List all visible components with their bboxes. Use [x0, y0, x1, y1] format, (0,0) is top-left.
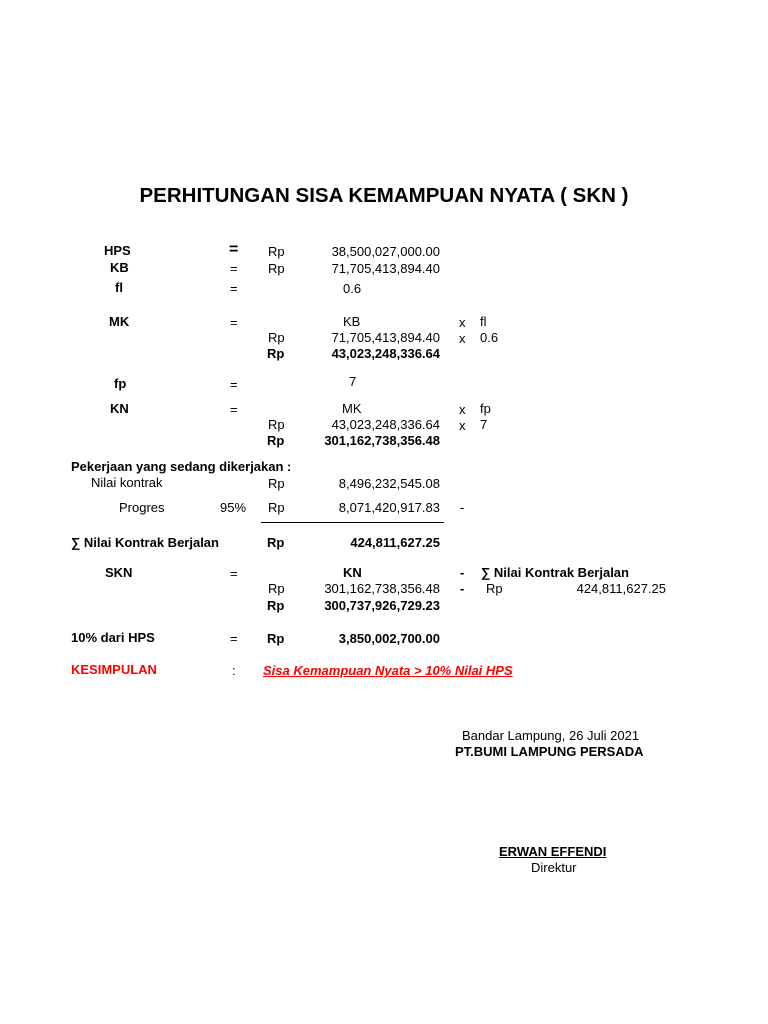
hps-equals: = — [229, 241, 239, 258]
mk-equals: = — [230, 315, 238, 330]
hps-label: HPS — [104, 243, 131, 258]
progress-percent: 95% — [220, 500, 247, 515]
kn-formula-op: x — [459, 402, 466, 417]
conclusion-text: Sisa Kemampuan Nyata > 10% Nilai HPS — [263, 663, 513, 678]
mk-calc-a: 71,705,413,894.40 — [331, 330, 440, 345]
kb-label: KB — [110, 260, 129, 275]
kb-currency: Rp — [268, 261, 285, 276]
ongoing-heading: Pekerjaan yang sedang dikerjakan : — [71, 459, 292, 474]
skn-calc-currency2: Rp — [486, 581, 503, 596]
mk-formula-b: fl — [480, 314, 487, 329]
mk-calc-b: 0.6 — [480, 330, 499, 345]
company-name: PT.BUMI LAMPUNG PERSADA — [455, 744, 644, 759]
skn-calc-op: - — [460, 581, 465, 596]
mk-result-value: 43,023,248,336.64 — [331, 346, 440, 361]
skn-calc-a: 301,162,738,356.48 — [324, 581, 440, 596]
fp-label: fp — [114, 376, 127, 391]
page-title: PERHITUNGAN SISA KEMAMPUAN NYATA ( SKN ) — [139, 184, 629, 207]
fp-equals: = — [230, 377, 238, 392]
signer-name: ERWAN EFFENDI — [499, 844, 607, 859]
kn-result-value: 301,162,738,356.48 — [324, 433, 440, 448]
skn-result-currency: Rp — [267, 598, 285, 613]
hps-currency: Rp — [268, 244, 285, 259]
kb-equals: = — [230, 261, 238, 276]
pct-hps-label: 10% dari HPS — [71, 630, 155, 645]
skn-calc-b: 424,811,627.25 — [576, 581, 666, 596]
kn-calc-a: 43,023,248,336.64 — [331, 417, 440, 432]
kn-formula-b: fp — [480, 401, 491, 416]
mk-label: MK — [109, 314, 130, 329]
contract-currency: Rp — [268, 476, 285, 491]
pct-hps-equals: = — [230, 631, 238, 646]
mk-calc-currency: Rp — [268, 330, 285, 345]
kn-calc-b: 7 — [480, 417, 488, 432]
hps-value: 38,500,027,000.00 — [331, 244, 440, 259]
kn-calc-op: x — [459, 418, 466, 433]
progress-minus: - — [460, 500, 465, 515]
kn-calc-currency: Rp — [268, 417, 285, 432]
skn-formula-b: ∑ Nilai Kontrak Berjalan — [481, 565, 629, 580]
fl-value: 0.6 — [343, 281, 362, 296]
kn-formula-a: MK — [342, 401, 362, 416]
fp-value: 7 — [349, 374, 357, 389]
progress-currency: Rp — [268, 500, 285, 515]
sum-contract-currency: Rp — [267, 535, 285, 550]
sum-contract-value: 424,811,627.25 — [350, 535, 440, 550]
conclusion-colon: : — [232, 663, 236, 678]
progress-label: Progres — [119, 500, 165, 515]
skn-formula-a: KN — [343, 565, 362, 580]
sum-contract-label: ∑ Nilai Kontrak Berjalan — [71, 535, 219, 550]
progress-value: 8,071,420,917.83 — [338, 500, 440, 515]
signer-position: Direktur — [531, 860, 577, 875]
mk-formula-a: KB — [343, 314, 361, 329]
kb-value: 71,705,413,894.40 — [331, 261, 440, 276]
place-date: Bandar Lampung, 26 Juli 2021 — [462, 728, 640, 743]
skn-result-value: 300,737,926,729.23 — [324, 598, 440, 613]
mk-result-currency: Rp — [267, 346, 285, 361]
skn-formula-op: - — [460, 565, 465, 580]
mk-calc-op: x — [459, 331, 466, 346]
skn-label: SKN — [105, 565, 133, 580]
conclusion-label: KESIMPULAN — [71, 662, 157, 677]
fl-label: fl — [115, 280, 123, 295]
subtotal-rule — [261, 522, 444, 523]
contract-label: Nilai kontrak — [91, 475, 163, 490]
skn-calc-currency: Rp — [268, 581, 285, 596]
kn-equals: = — [230, 402, 238, 417]
mk-formula-op: x — [459, 315, 466, 330]
pct-hps-value: 3,850,002,700.00 — [338, 631, 440, 646]
kn-result-currency: Rp — [267, 433, 285, 448]
fl-equals: = — [230, 281, 238, 296]
skn-equals: = — [230, 566, 238, 581]
kn-label: KN — [110, 401, 129, 416]
contract-value: 8,496,232,545.08 — [338, 476, 440, 491]
pct-hps-currency: Rp — [267, 631, 285, 646]
